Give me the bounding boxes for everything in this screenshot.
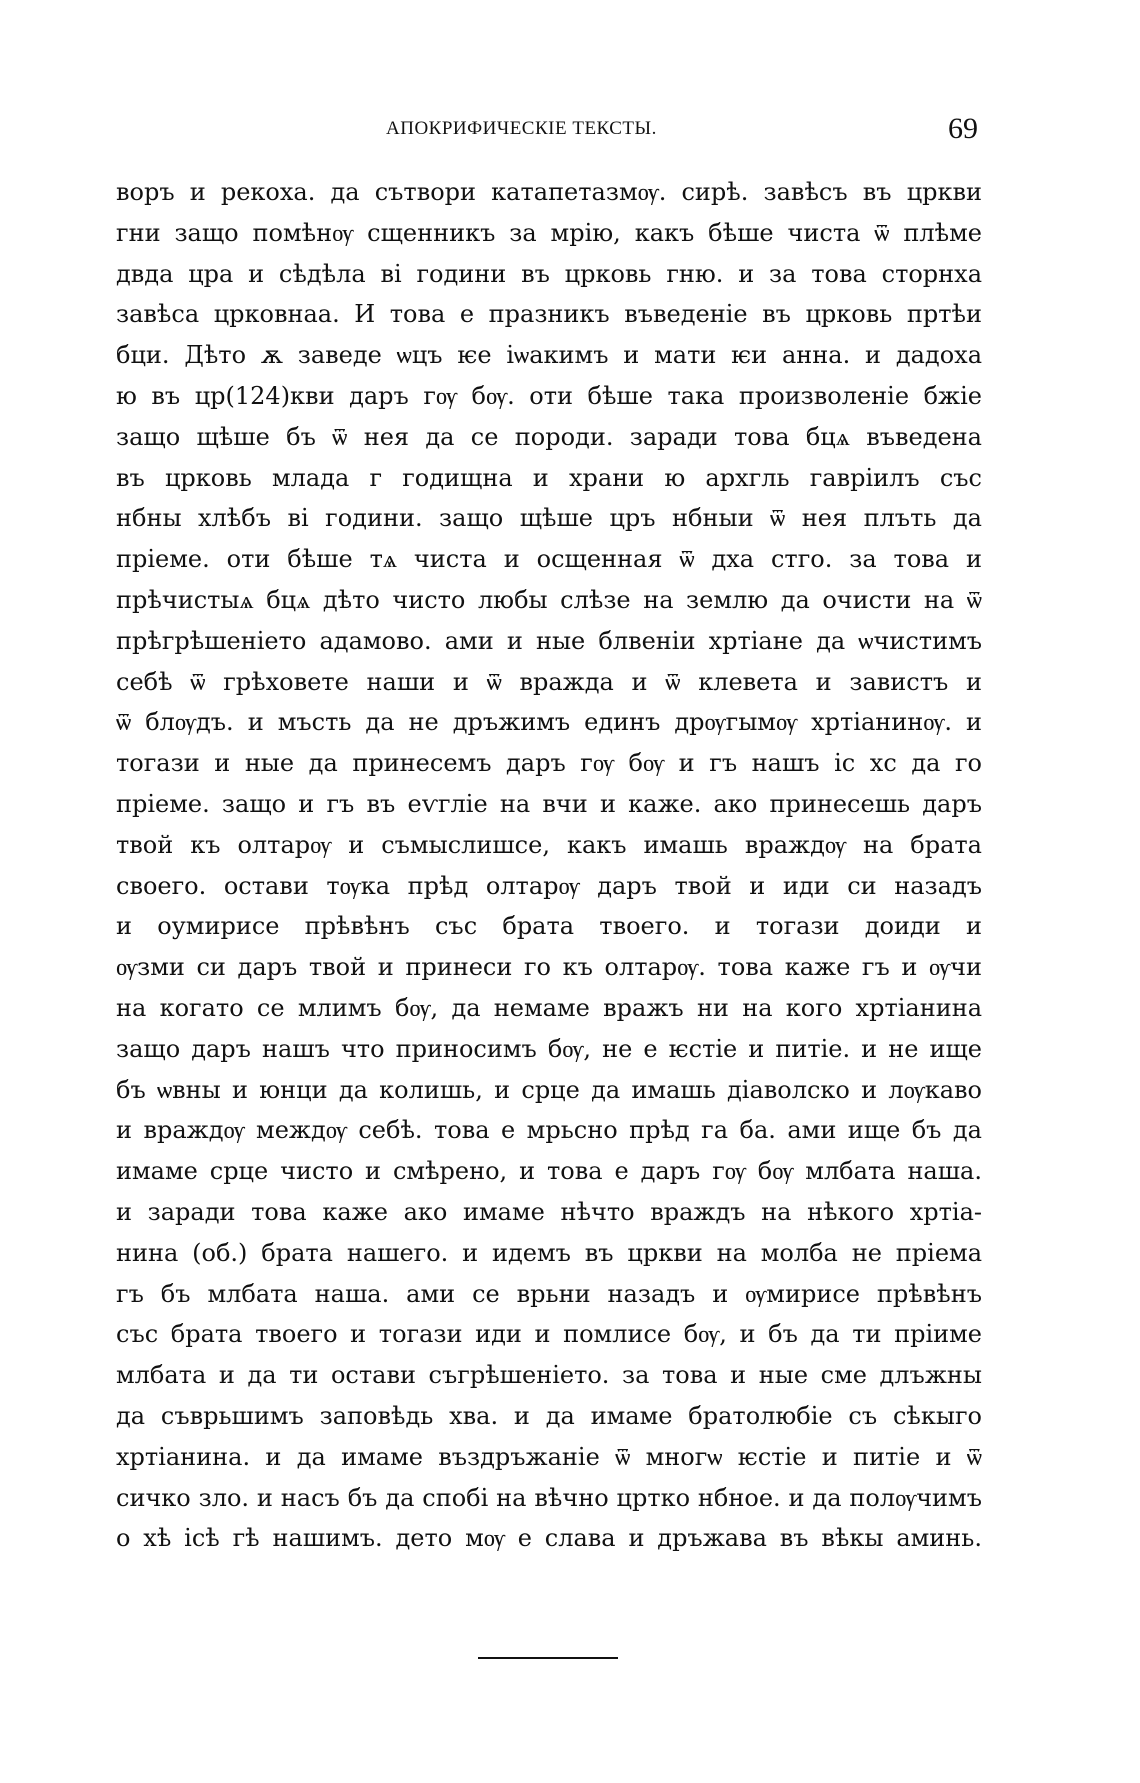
text-line: завѣса црковнаа. И това е празникъ въведеніе въ црковь пртѣи (116, 300, 982, 329)
text-line: имаме срце чисто и смѣрено, и това е даръ гѹ бѹ млбата наша. (116, 1157, 982, 1186)
text-line: твой къ олтарѹ и съмыслишсе, какъ имашь враждѹ на брата (116, 830, 982, 859)
text-line: двда цра и сѣдѣла ві години въ црковь гню. и за това сторнха (116, 259, 982, 288)
page-number: 69 (948, 112, 978, 145)
text-line: защо щѣше бъ ѿ нея да се породи. заради това бцѧ въведена (116, 422, 982, 451)
body-text (116, 172, 982, 1559)
text-line: прѣчистыѧ бцѧ дѣто чисто любы слѣзе на землю да очисти на ѿ (116, 585, 982, 614)
text-line: и враждѹ междѹ себѣ. това е мрьсно прѣд га ба. ами ище бъ да (116, 1116, 982, 1145)
text-line: тогази и ные да принесемъ даръ гѹ бѹ и гъ нашъ іс хс да го (116, 749, 982, 778)
text-line: да съврьшимъ заповѣдь хва. и да имаме братолюбіе съ сѣкыго (116, 1401, 982, 1430)
text-line: ѹзми си даръ твой и принеси го къ олтарѹ. това каже гъ и ѹчи (116, 953, 982, 982)
page-header (100, 112, 980, 152)
text-line: гни защо помѣнѹ сщенникъ за мрію, какъ бѣше чиста ѿ плѣме (116, 218, 982, 247)
running-title: АПОКРИФИЧЕСКІЕ ТЕКСТЫ. (386, 118, 657, 139)
text-line: и оумирисе прѣвѣнъ със брата твоего. и тогази доиди и (116, 912, 982, 941)
text-line: прѣгрѣшеніето адамово. ами и ные блвеніи хртіане да ѡчистимъ (116, 626, 982, 655)
text-line: воръ и рекоха. да сътвори катапетазмѹ. сирѣ. завѣсъ въ цркви (116, 178, 982, 206)
text-line: себѣ ѿ грѣховете наши и ѿ вражда и ѿ клевета и завистъ и (116, 667, 982, 696)
text-line: о хѣ ісѣ гѣ нашимъ. дето мѹ е слава и дръжава въ вѣкы аминь. (116, 1524, 982, 1553)
text-line: нбны хлѣбъ ві години. защо щѣше цръ нбныи ѿ нея плъть да (116, 504, 982, 533)
text-line: пріеме. оти бѣше тѧ чиста и осщенная ѿ дха стго. за това и (116, 545, 982, 574)
text-line: въ црковь млада г годищна и храни ю архгль гавріилъ със (116, 463, 982, 492)
text-line: своего. остави тѹка прѣд олтарѹ даръ твой и иди си назадъ (116, 871, 982, 900)
text-line: на когато се млимъ бѹ, да немаме вражъ ни на кого хртіанина (116, 993, 982, 1022)
text-line: със брата твоего и тогази иди и помлисе бѹ, и бъ да ти пріиме (116, 1320, 982, 1349)
end-rule (478, 1657, 618, 1659)
text-line: нина (об.) брата нашего. и идемъ въ цркви на молба не пріема (116, 1238, 982, 1267)
text-line: и заради това каже ако имаме нѣчто враждъ на нѣкого хртіа- (116, 1197, 982, 1226)
text-line: защо даръ нашъ что приносимъ бѹ, не е ѥстіе и питіе. и не ище (116, 1034, 982, 1063)
text-line: хртіанина. и да имаме въздръжаніе ѿ многѡ ѥстіе и питіе и ѿ (116, 1442, 982, 1471)
text-line: ѿ блѹдъ. и мъсть да не дръжимъ единъ дрѹгымѹ хртіанинѹ. и (116, 708, 982, 737)
text-line: млбата и да ти остави съгрѣшеніето. за това и ные сме длъжны (116, 1361, 982, 1390)
text-line: гъ бъ млбата наша. ами се врьни назадъ и ѹмирисе прѣвѣнъ (116, 1279, 982, 1308)
text-line: сичко зло. и насъ бъ да спобі на вѣчно цртко нбное. и да полѹчимъ (116, 1483, 982, 1512)
text-line: бци. Дѣто ѫ заведе ѡцъ ѥе іѡакимъ и мати ѥи анна. и дадоха (116, 341, 982, 370)
text-line: бъ ѡвны и юнци да колишь, и срце да имашь діаволско и лѹкаво (116, 1075, 982, 1104)
text-line: ю въ цр(124)кви даръ гѹ бѹ. оти бѣше така произволеніе бжіе (116, 381, 982, 410)
text-line: пріеме. защо и гъ въ еѵгліе на вчи и каже. ако принесешь даръ (116, 789, 982, 818)
